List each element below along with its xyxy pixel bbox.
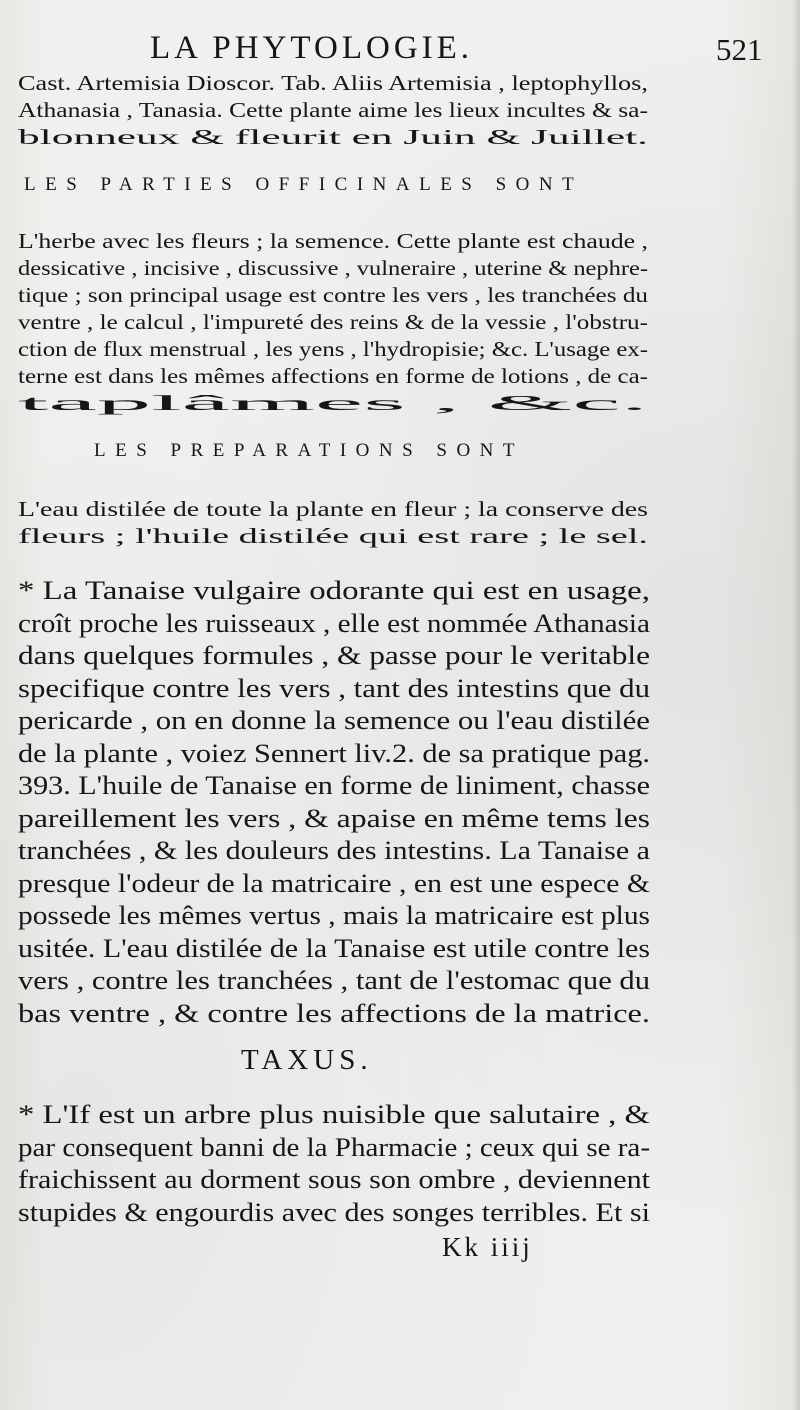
text-line: possede les mêmes vertus , mais la matricaire est plus	[18, 900, 651, 930]
taxus-heading: TAXUS.	[241, 1044, 373, 1076]
text-line: tique ; son principal usage est contre les vers , les tranchées du	[18, 283, 648, 307]
page-edge-shadow	[792, 0, 800, 1410]
text-line: terne est dans les mêmes affections en forme de lotions , de ca-	[18, 364, 648, 388]
text-line: specifique contre les vers , tant des intestins que du	[18, 672, 650, 703]
text-line: dans quelques formules , & passe pour le veritable	[18, 640, 650, 670]
text-line: Cast. Artemisia Dioscor. Tab. Aliis Artemisia , leptophyllos,	[18, 71, 648, 95]
text-line: de la plante , voiez Sennert liv.2. de sa pratique pag.	[18, 737, 650, 768]
text-line: Athanasia , Tanasia. Cette plante aime les lieux incultes & sa-	[18, 98, 648, 122]
text-line: fraichissent au dorment sous son ombre , deviennent	[18, 1164, 650, 1194]
text-line: L'herbe avec les fleurs ; la semence. Cette plante est chaude ,	[18, 229, 648, 253]
taxus-paragraph	[18, 1098, 658, 1228]
text-line: L'eau distilée de toute la plante en fleur ; la conserve des	[18, 497, 648, 521]
text-line: tranchées , & les douleurs des intestins. La Tanaise a	[18, 835, 650, 865]
text-line: ventre , le calcul , l'impureté des reins & de la vessie , l'obstru-	[18, 310, 648, 334]
text-line: presque l'odeur de la matricaire , en est une espece &	[18, 867, 650, 898]
text-line: pericarde , on en donne la semence ou l'eau distilée	[18, 705, 650, 735]
text-line: par consequent banni de la Pharmacie ; ceux qui se ra-	[18, 1131, 650, 1162]
section-heading-parties: LES PARTIES OFFICINALES SONT	[24, 174, 584, 195]
page-number: 521	[716, 32, 763, 67]
tanaise-commentary	[18, 574, 658, 1029]
section-heading-preparations: LES PREPARATIONS SONT	[94, 440, 525, 461]
text-line: croît proche les ruisseaux , elle est nommée Athanasia	[18, 607, 650, 638]
text-line: bas ventre , & contre les affections de la matrice.	[18, 997, 650, 1028]
running-head	[0, 28, 800, 72]
preparations-paragraph	[18, 496, 658, 550]
signature-mark: Kk iiij	[442, 1232, 533, 1262]
text-line: usitée. L'eau distilée de la Tanaise est utile contre les	[18, 932, 650, 963]
text-line: pareillement les vers , & apaise en même tems les	[18, 802, 650, 833]
text-line: 393. L'huile de Tanaise en forme de liniment, chasse	[18, 770, 650, 800]
text-line: vers , contre les tranchées , tant de l'estomac que du	[18, 965, 650, 995]
text-line: * L'If est un arbre plus nuisible que salutaire , &	[18, 1099, 650, 1129]
text-line: fleurs ; l'huile distilée qui est rare ; le sel.	[18, 524, 648, 548]
text-line: stupides & engourdis avec des songes terribles. Et si	[18, 1196, 650, 1227]
text-line: blonneux & fleurit en Juin & Juillet.	[18, 125, 648, 149]
running-title: LA PHYTOLOGIE.	[150, 30, 474, 66]
intro-paragraph	[18, 70, 658, 151]
text-line: dessicative , incisive , discussive , vulneraire , uterine & nephre-	[18, 256, 648, 280]
text-line: ction de flux menstrual , les yens , l'hydropisie; &c. L'usage ex-	[18, 337, 648, 361]
parties-paragraph	[18, 228, 658, 417]
text-line: * La Tanaise vulgaire odorante qui est en usage,	[18, 575, 650, 605]
text-line: taplâmes , &c.	[18, 391, 648, 415]
